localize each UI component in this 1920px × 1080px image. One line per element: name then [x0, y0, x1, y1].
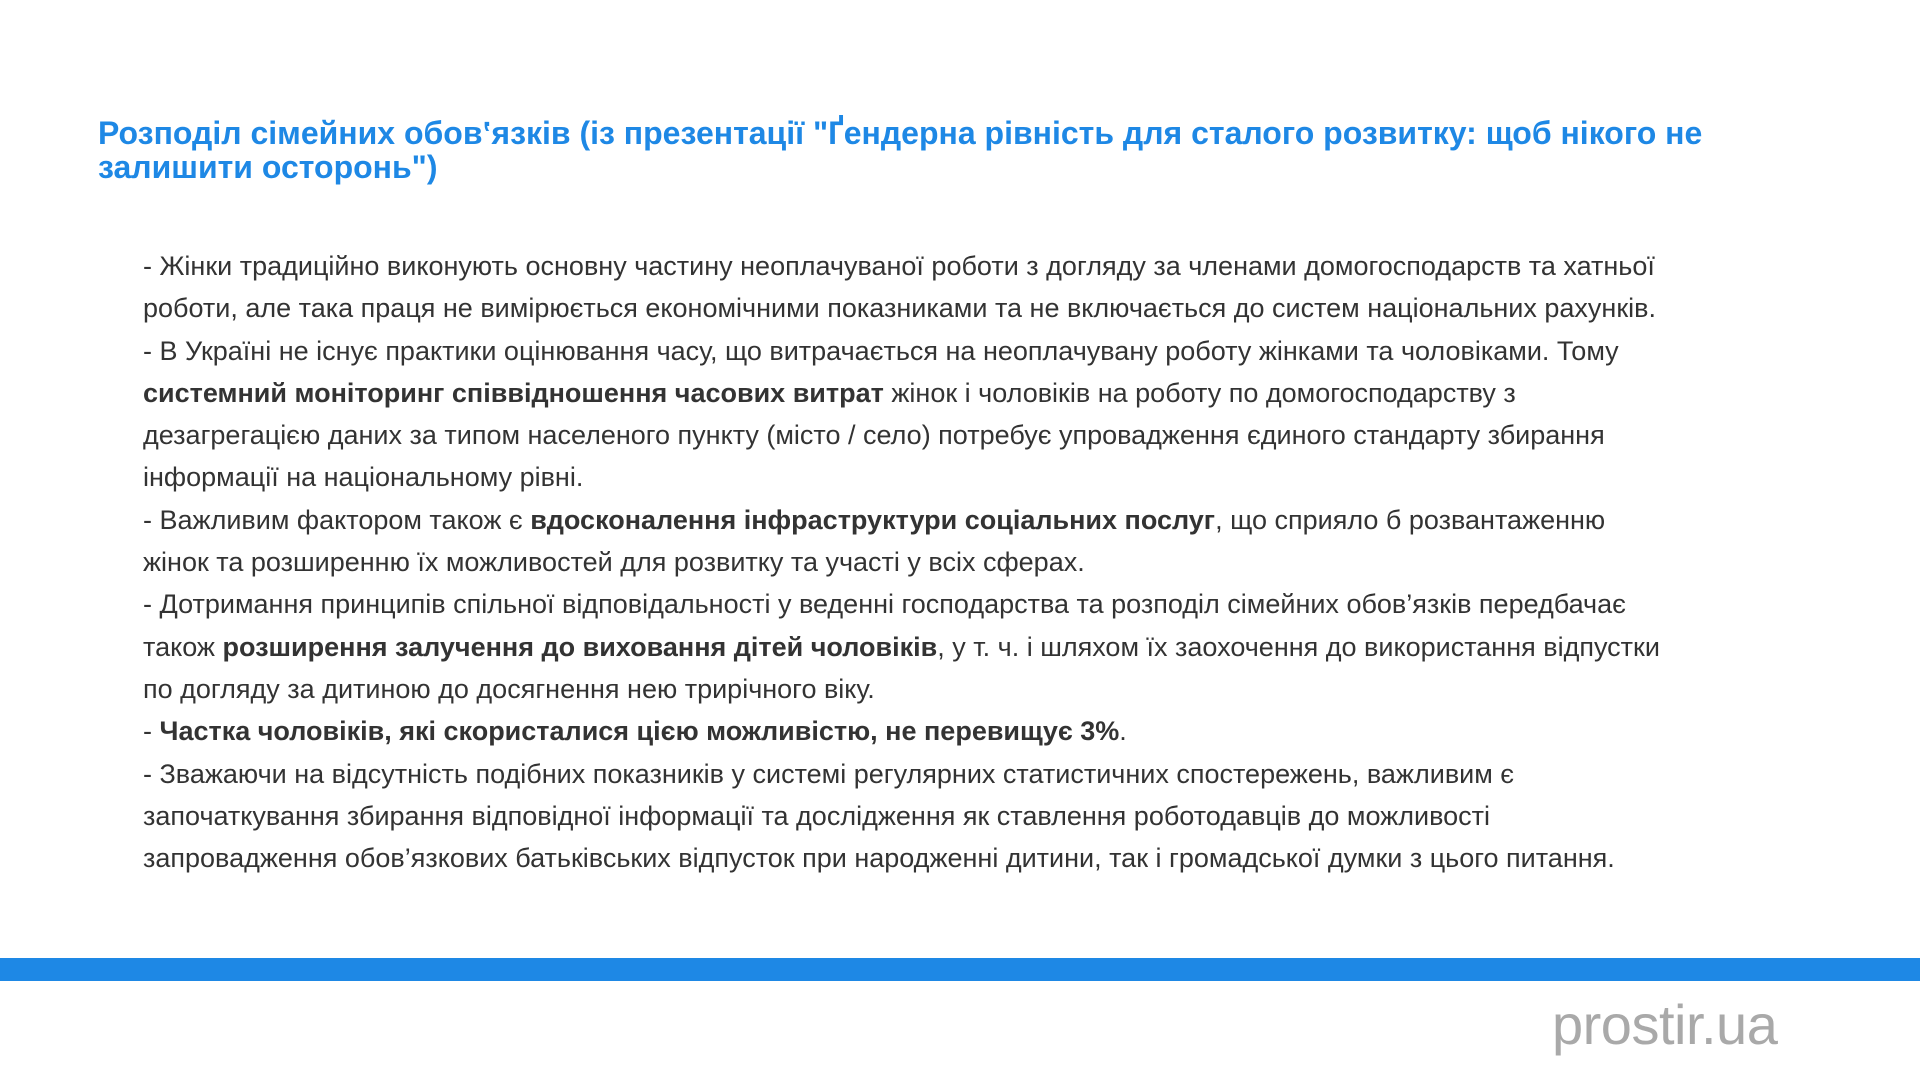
text-line: [143, 710, 1863, 752]
text-line: [143, 626, 1863, 668]
footer-divider-bar: [0, 958, 1920, 981]
text-line: - Дотримання принципів спільної відповідальності у веденні господарства та розподіл сімейних обов’язків передбачає: [143, 589, 1626, 620]
content-body: [143, 245, 1863, 879]
text-line: [143, 499, 1863, 541]
text-line: започаткування збирання відповідної інформації та дослідження як ставлення роботодавців до можливості: [143, 800, 1490, 831]
text-fragment: -: [143, 716, 160, 747]
emphasis-text: розширення залучення до виховання дітей чоловіків: [222, 631, 938, 662]
text-line: - Жінки традиційно виконують основну частину неоплачуваної роботи з догляду за членами домогосподарств та хатньої: [143, 251, 1655, 281]
emphasis-text: Частка чоловіків, які скористалися цією можливістю, не перевищує 3%: [159, 716, 1120, 747]
text-line: роботи, але така праця не вимірюється економічними показниками та не включається до систем національних рахунків.: [143, 293, 1656, 324]
text-line: - В Україні не існує практики оцінювання часу, що витрачається на неоплачувану роботу жінками та чоловіками. Тому: [143, 335, 1619, 366]
text-line: [143, 372, 1863, 414]
text-fragment: .: [1119, 716, 1127, 747]
emphasis-text: системний моніторинг співвідношення часових витрат: [143, 377, 884, 408]
text-fragment: жінок і чоловіків на роботу по домогосподарству з: [883, 377, 1516, 408]
text-fragment: також: [143, 631, 223, 662]
page-title: Розподіл сімейних обовʽязків (із презентації "Ґендерна рівність для сталого розвитку: щоб нікого не залишити осторонь"): [98, 115, 1703, 185]
text-line: інформації на національному рівні.: [143, 462, 584, 493]
text-fragment: , у т. ч. і шляхом їх заохочення до використання відпустки: [937, 631, 1660, 662]
text-line: дезагрегацією даних за типом населеного пункту (місто / село) потребує упровадження єдиного стандарту збирання: [143, 420, 1605, 451]
emphasis-text: вдосконалення інфраструктури соціальних послуг: [530, 504, 1216, 535]
text-fragment: - Важливим фактором також є: [143, 504, 531, 535]
text-line: запровадження обов’язкових батьківських відпусток при народженні дитини, так і громадської думки з цього питання.: [143, 843, 1615, 874]
text-line: по догляду за дитиною до досягнення нею трирічного віку.: [143, 673, 875, 704]
site-logo: prostir.ua: [1552, 993, 1778, 1056]
text-line: жінок та розширенню їх можливостей для розвитку та участі у всіх сферах.: [143, 547, 1085, 578]
text-fragment: , що сприяло б розвантаженню: [1215, 504, 1606, 535]
text-line: - Зважаючи на відсутність подібних показників у системі регулярних статистичних спостережень, важливим є: [143, 758, 1515, 789]
